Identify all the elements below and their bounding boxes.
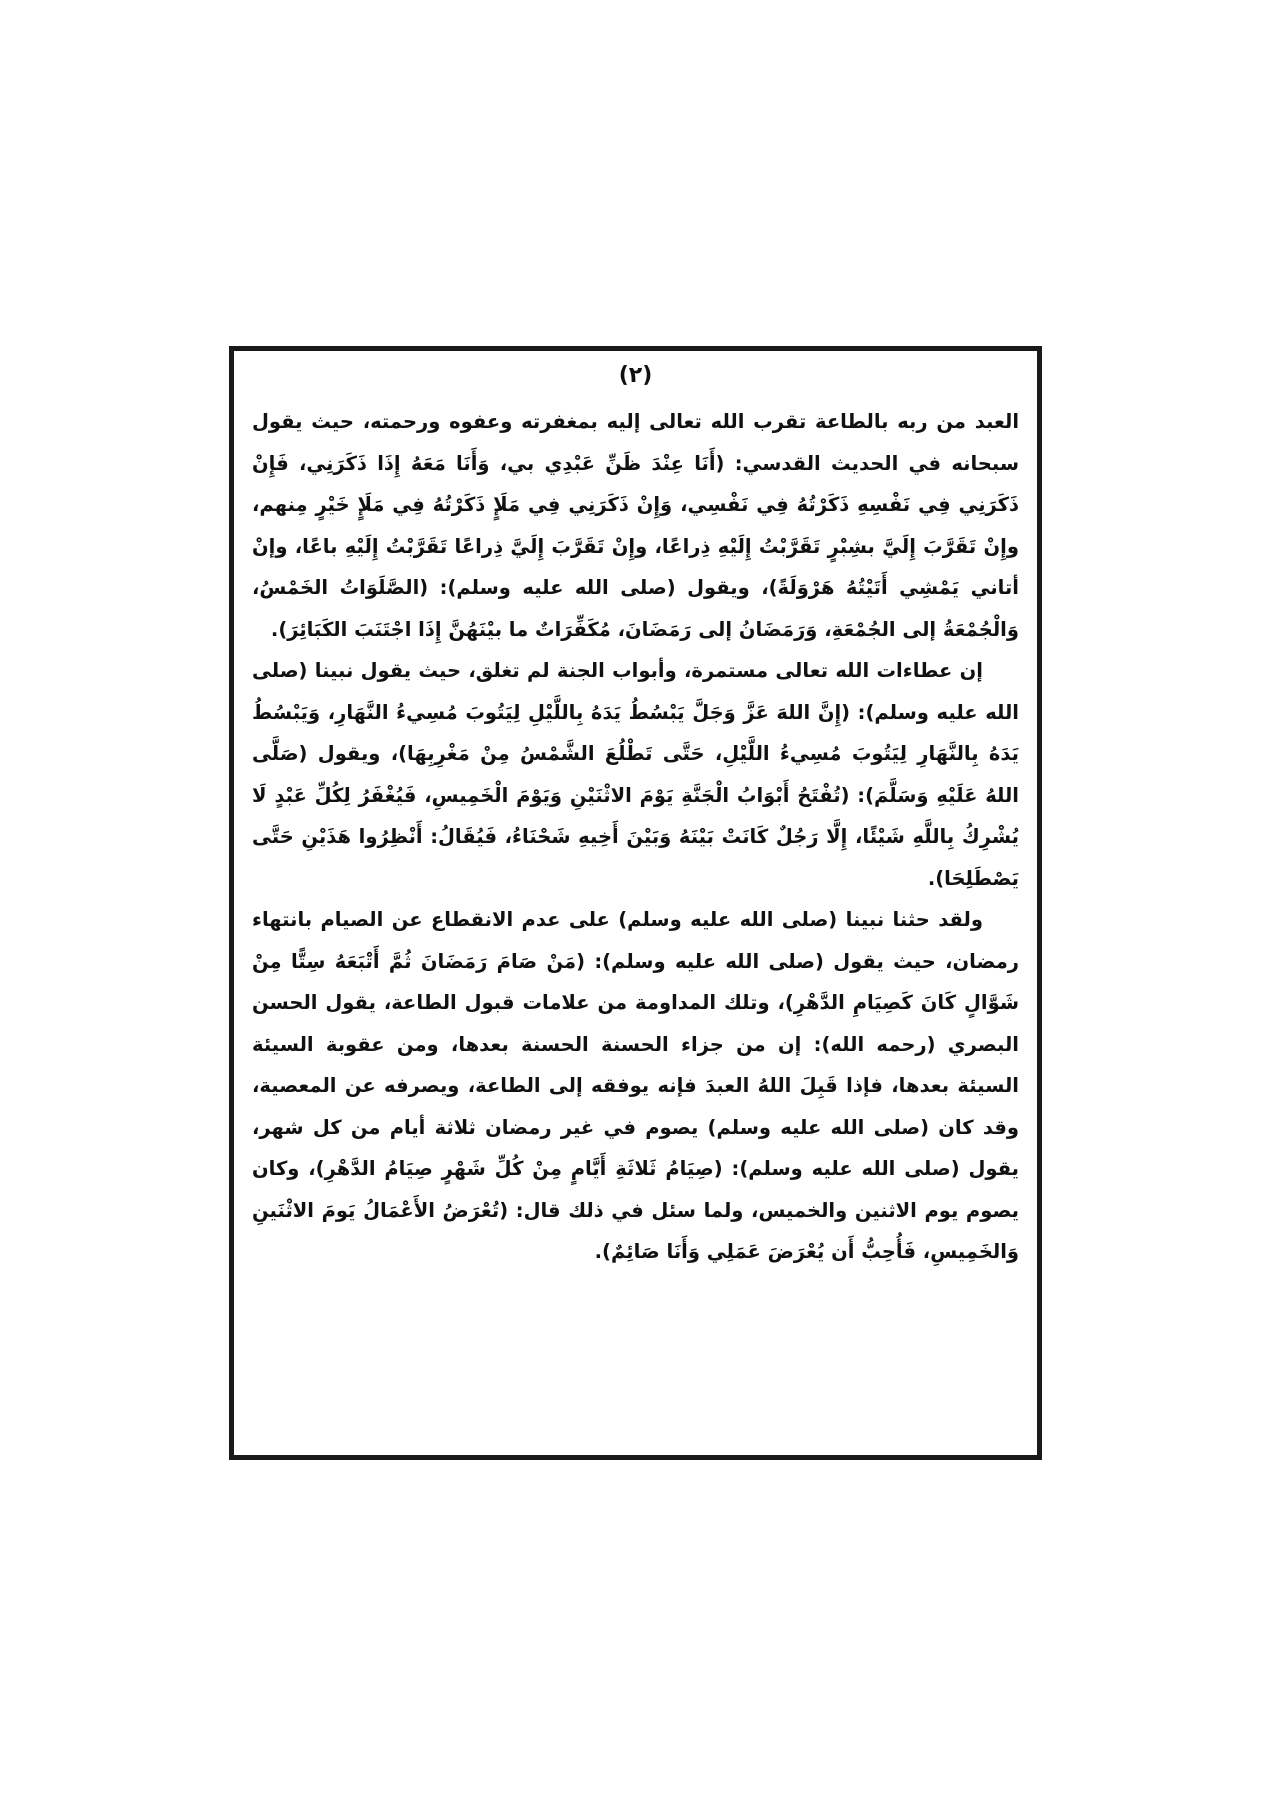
paragraph-3: ولقد حثنا نبينا (صلى الله عليه وسلم) على عدم الانقطاع عن الصيام بانتهاء رمضان، حيث يقول (صلى الله عليه وسلم): (مَنْ صَامَ رَمَضَانَ ثُمَّ أَتْبَعَهُ سِتًّا مِنْ شَوَّالٍ كَانَ كَصِيَامِ الدَّهْرِ)، وتلك المداومة من علامات قبول الطاعة، يقول الحسن البصري (رحمه الله): إن من جزاء الحسنة الحسنة بعدها، ومن عقوبة السيئة السيئة بعدها، فإذا قَبِلَ اللهُ العبدَ فإنه يوفقه إلى الطاعة، ويصرفه عن المعصية، وقد كان (صلى الله عليه وسلم) يصوم في غير رمضان ثلاثة أيام من كل شهر، يقول (صلى الله عليه وسلم): (صِيَامُ ثَلاثَةِ أَيَّامٍ مِنْ كُلِّ شَهْرٍ صِيَامُ الدَّهْرِ)، وكان يصوم يوم الاثنين والخميس، ولما سئل في ذلك قال: (تُعْرَضُ الأَعْمَالُ يَومَ الاثْنَينِ وَالخَمِيسِ، فَأُحِبُّ أَن يُعْرَضَ عَمَلِي وَأَنَا صَائِمٌ). [252, 908, 1019, 1263]
paragraph-1: العبد من ربه بالطاعة تقرب الله تعالى إليه بمغفرته وعفوه ورحمته، حيث يقول سبحانه في الحديث القدسي: (أَنَا عِنْدَ ظَنِّ عَبْدِي بي، وَأَنَا مَعَهُ إِذَا ذَكَرَنِي، فَإِنْ ذَكَرَنِي فِي نَفْسِهِ ذَكَرْتُهُ فِي نَفْسِي، وَإِنْ ذَكَرَنِي فِي مَلَإٍ ذَكَرْتُهُ فِي مَلَإٍ خَيْرٍ مِنهم، وإِنْ تَقَرَّبَ إِلَيَّ بشِبْرٍ تَقَرَّبْتُ إِلَيْهِ ذِراعًا، وإِنْ تَقَرَّبَ إِلَيَّ ذِراعًا تَقَرَّبْتُ إِلَيْهِ باعًا، وإنْ أتاني يَمْشِي أَتَيْتُهُ هَرْوَلَةً)، ويقول (صلى الله عليه وسلم): (الصَّلَوَاتُ الخَمْسُ، وَالْجُمْعَةُ إلى الجُمْعَةِ، وَرَمَضَانُ إلى رَمَضَانَ، مُكَفِّرَاتٌ ما بيْنَهُنَّ إِذَا اجْتَنَبَ الكَبَائِرَ). [252, 410, 1019, 641]
body-text [252, 401, 1019, 1273]
page-number: (٢) [618, 363, 653, 388]
page-frame [229, 346, 1042, 1460]
paragraph-2: إن عطاءات الله تعالى مستمرة، وأبواب الجنة لم تغلق، حيث يقول نبينا (صلى الله عليه وسلم): (إِنَّ اللهَ عَزَّ وَجَلَّ يَبْسُطُ يَدَهُ بِاللَّيْلِ لِيَتُوبَ مُسِيءُ النَّهَارِ، وَيَبْسُطُ يَدَهُ بِالنَّهَارِ لِيَتُوبَ مُسِيءُ اللَّيْلِ، حَتَّى تَطْلُعَ الشَّمْسُ مِنْ مَغْرِبِهَا)، ويقول (صَلَّى اللهُ عَلَيْهِ وَسَلَّمَ): (تُفْتَحُ أَبْوَابُ الْجَنَّةِ يَوْمَ الاثْنَيْنِ وَيَوْمَ الْخَمِيسِ، فَيُغْفَرُ لِكُلِّ عَبْدٍ لَا يُشْرِكُ بِاللَّهِ شَيْئًا، إِلَّا رَجُلٌ كَانَتْ بَيْنَهُ وَبَيْنَ أَخِيهِ شَحْنَاءُ، فَيُقَالُ: أَنْظِرُوا هَذَيْنِ حَتَّى يَصْطَلِحَا). [252, 659, 1019, 890]
